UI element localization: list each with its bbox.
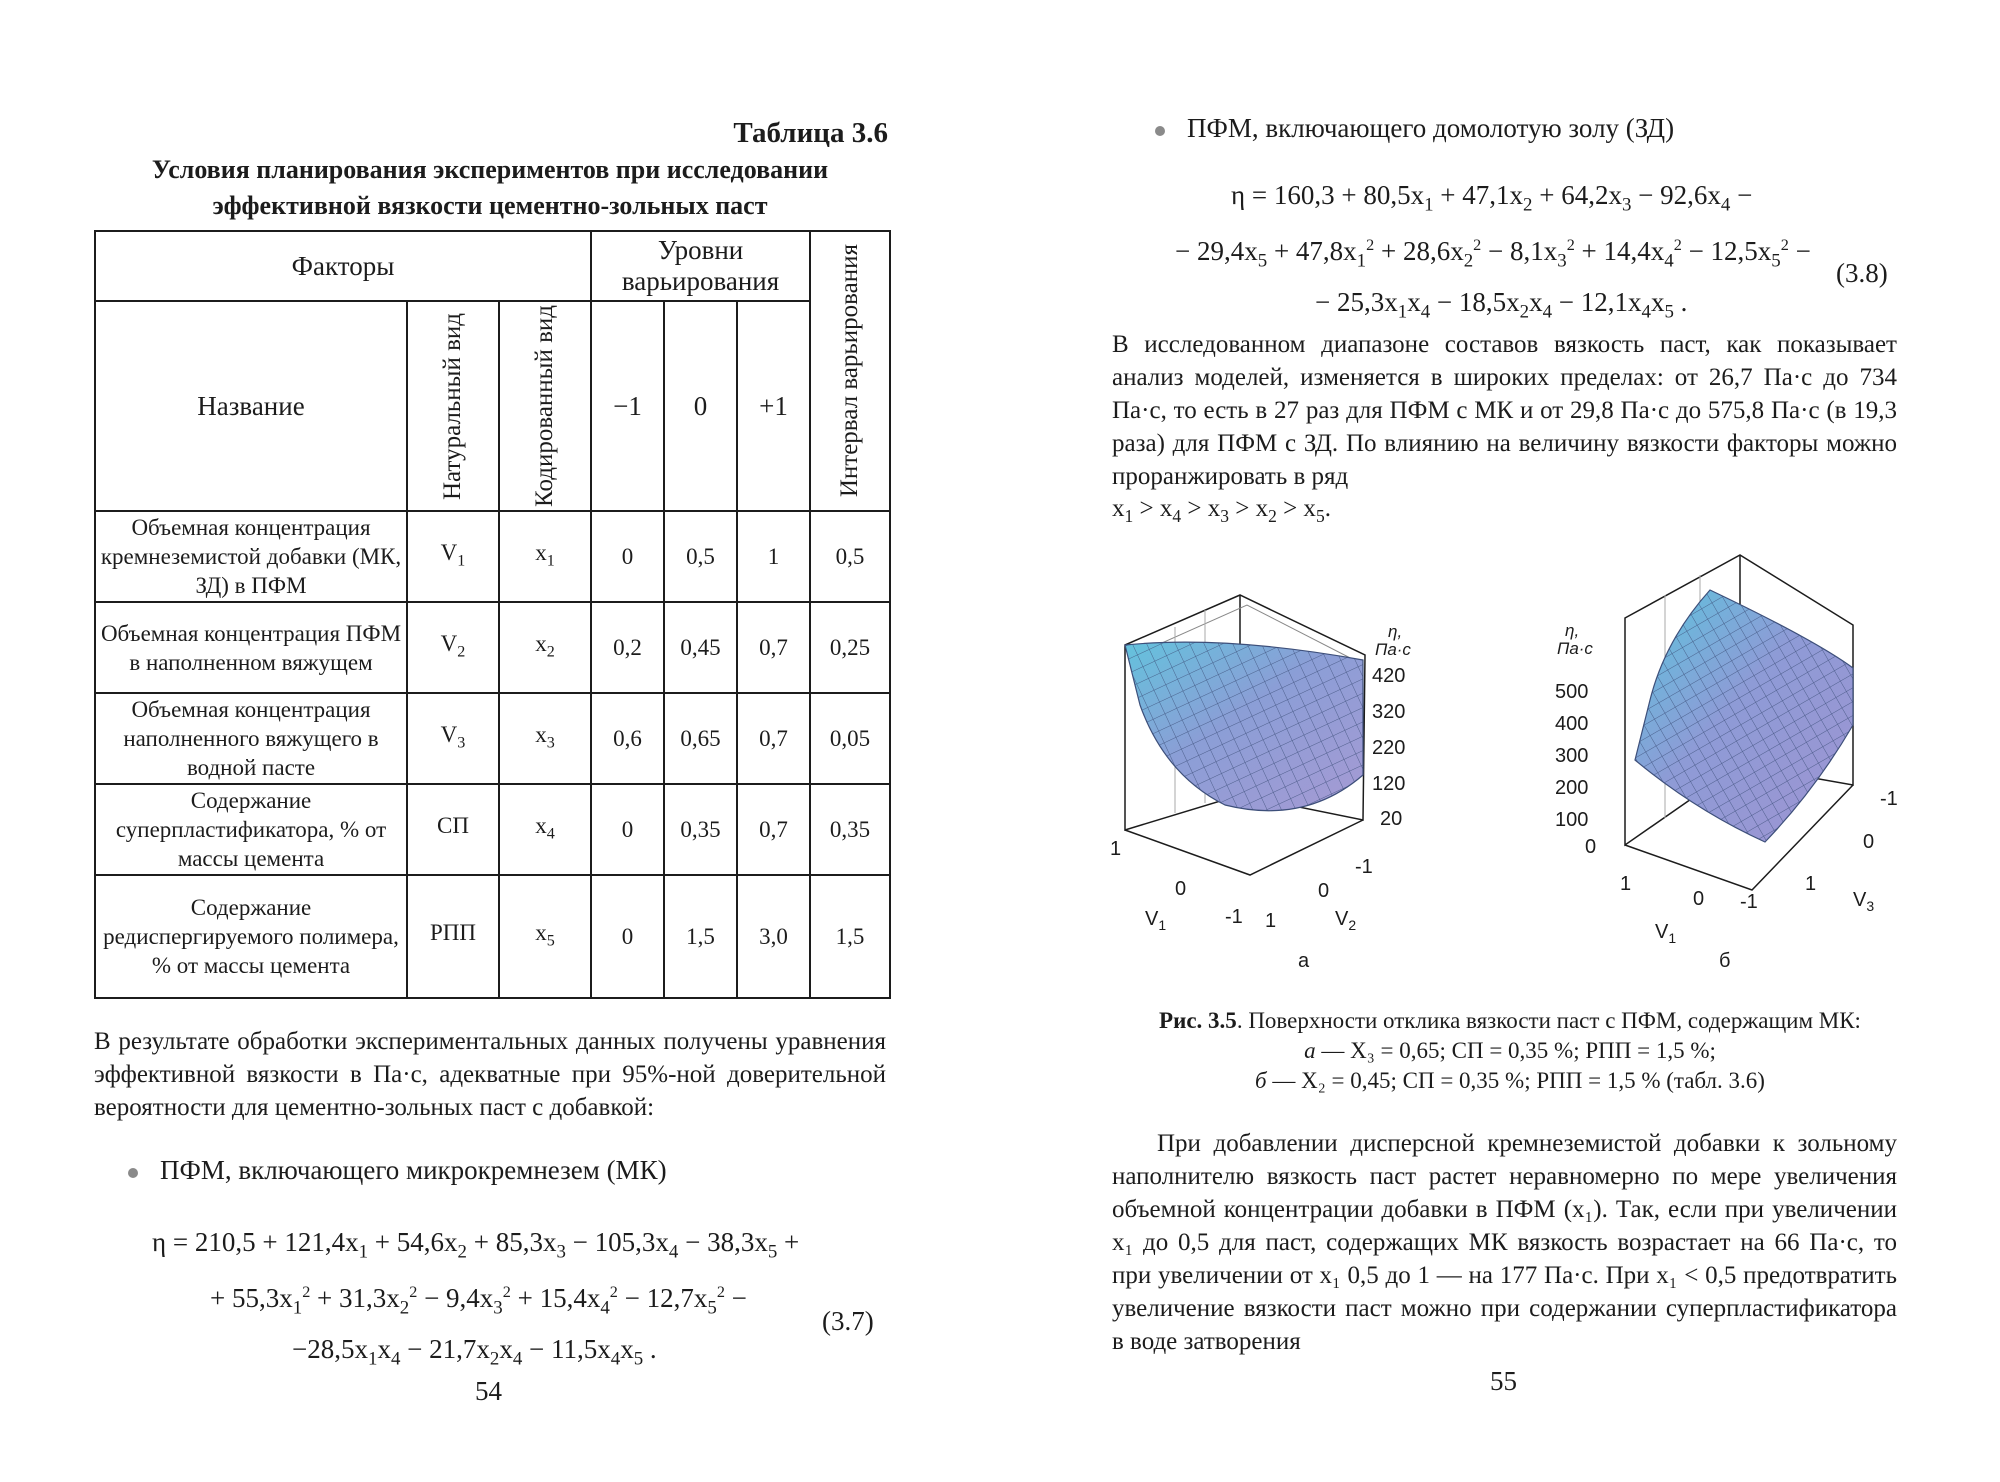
z-tick-b: 200 bbox=[1555, 777, 1589, 799]
caption-letter-b: б bbox=[1255, 1068, 1267, 1093]
x-tick-b: 1 bbox=[1620, 873, 1632, 895]
level-zero-value: 0,45 bbox=[664, 602, 737, 693]
natural-header: Натуральный вид bbox=[439, 312, 466, 500]
table-row bbox=[95, 693, 890, 784]
level-zero-header: 0 bbox=[664, 301, 737, 511]
level-plus1-value: 1 bbox=[737, 511, 810, 602]
y-tick-a: -1 bbox=[1355, 856, 1373, 878]
y-tick-a: 1 bbox=[1265, 910, 1277, 932]
results-paragraph: В результате обработки экспериментальных данных получены уравнения эффективной вязкости в Па·с, адекватные при 95%-ной доверительной вероятности для цементно-зольных паст с добавкой: bbox=[94, 1028, 886, 1121]
factor-name: Содержание суперпластификатора, % от массы цемента bbox=[95, 784, 407, 875]
level-minus1-value: 0,2 bbox=[591, 602, 664, 693]
x-axis-label-b: $V_1$ bbox=[1655, 921, 1677, 946]
bullet-zd bbox=[1155, 113, 1674, 144]
panel-label-a: а bbox=[1298, 950, 1310, 972]
coded-symbol: $x_3$ bbox=[499, 693, 591, 784]
z-tick-b: 0 bbox=[1585, 836, 1597, 858]
y-axis-label-b: $V_3$ bbox=[1853, 889, 1875, 914]
interval-value: 0,35 bbox=[810, 784, 890, 875]
z-tick-a: 220 bbox=[1372, 737, 1406, 759]
level-zero-value: 0,5 bbox=[664, 511, 737, 602]
levels-header: Уровни варьирования bbox=[591, 231, 810, 301]
z-label-b-line2: Па·с bbox=[1557, 639, 1593, 658]
level-minus1-value: 0 bbox=[591, 875, 664, 998]
z-tick-a: 320 bbox=[1372, 701, 1406, 723]
equation-number-3-7: (3.7) bbox=[822, 1306, 874, 1336]
table-title-line1: Условия планирования экспериментов при исследовании bbox=[151, 155, 829, 184]
factor-name: Содержание редиспергируемого полимера, % от массы цемента bbox=[95, 875, 407, 998]
coded-symbol: $x_1$ bbox=[499, 511, 591, 602]
y-tick-a: 0 bbox=[1318, 880, 1330, 902]
x-tick-a: 0 bbox=[1175, 878, 1187, 900]
table-row bbox=[95, 784, 890, 875]
table-row bbox=[95, 875, 890, 998]
figure-caption-line1: . Поверхности отклика вязкости паст с ПФМ, содержащим МК: bbox=[1236, 1008, 1861, 1033]
bullet-dot bbox=[1155, 126, 1165, 136]
response-surface-a bbox=[1105, 555, 1485, 975]
interval-value: 0,5 bbox=[810, 511, 890, 602]
factors-header: Факторы bbox=[95, 231, 591, 301]
z-label-a-line2: Па·с bbox=[1375, 640, 1411, 659]
equation-3-8: $\eta = 160,3 + 80,5x_1 + 47,1x_2 + 64,2x_3 - 92,6x_4$ − − $29,4x_5 + 47,8x_1^2 + 28,6x_2^2 - 8,1x_3^2 + 14,4x_4^2 - 12,5x_5^2$ − − $25,3x_1x_4 - 18,5x_2x_4 - 12,1x_4x_5$ . bbox=[1175, 180, 1811, 323]
natural-header-cell bbox=[407, 301, 499, 511]
factor-name: Объемная концентрация наполненного вяжущего в водной пасте bbox=[95, 693, 407, 784]
z-label-b-line1: η, bbox=[1565, 621, 1580, 640]
coded-symbol: $x_4$ bbox=[499, 784, 591, 875]
interval-header-cell bbox=[810, 231, 890, 511]
x-axis-label-a: $V_1$ bbox=[1145, 908, 1167, 933]
page-number-left: 54 bbox=[475, 1376, 502, 1406]
level-minus1-value: 0 bbox=[591, 511, 664, 602]
x-tick-b: -1 bbox=[1740, 891, 1758, 913]
level-plus1-value: 0,7 bbox=[737, 784, 810, 875]
surface-b bbox=[1635, 590, 1853, 842]
y-tick-b: 1 bbox=[1805, 873, 1817, 895]
natural-symbol: СП bbox=[407, 784, 499, 875]
equation-number-3-8: (3.8) bbox=[1836, 258, 1888, 288]
right-page bbox=[1000, 0, 2000, 1482]
natural-symbol: $V_2$ bbox=[407, 602, 499, 693]
factor-ranking: $x_1 > x_4 > x_3 > x_2 > x_5$. bbox=[1112, 495, 1331, 526]
equation-3-7: $\eta = 210,5 + 121,4x_1 + 54,6x_2 + 85,3x_3 - 105,3x_4 - 38,3x_5$ + + $55,3x_1^2 + 31,3x_2^2 - 9,4x_3^2 + 15,4x_4^2 - 12,7x_5^2$ − $-28,5x_1x_4 - 21,7x_2x_4 - 11,5x_4x_5$ . bbox=[152, 1227, 800, 1370]
caption-letter-a: а bbox=[1304, 1038, 1316, 1063]
name-header: Название bbox=[95, 301, 407, 511]
level-plus1-value: 3,0 bbox=[737, 875, 810, 998]
panel-label-b: б bbox=[1719, 950, 1731, 972]
z-tick-b: 100 bbox=[1555, 809, 1589, 831]
interval-value: 0,05 bbox=[810, 693, 890, 784]
level-zero-value: 1,5 bbox=[664, 875, 737, 998]
surface-a bbox=[1125, 642, 1363, 811]
z-tick-a: 20 bbox=[1380, 808, 1403, 830]
figure-caption-prefix: Рис. 3.5 bbox=[1159, 1008, 1237, 1033]
natural-symbol: $V_1$ bbox=[407, 511, 499, 602]
bullet-zd-text: ПФМ, включающего домолотую золу (ЗД) bbox=[1187, 113, 1675, 143]
coded-header: Кодированный вид bbox=[531, 305, 558, 507]
level-minus1-value: 0,6 bbox=[591, 693, 664, 784]
viscosity-range-paragraph bbox=[1112, 328, 1897, 533]
level-zero-value: 0,35 bbox=[664, 784, 737, 875]
bullet-dot bbox=[128, 1168, 138, 1178]
natural-symbol: РПП bbox=[407, 875, 499, 998]
factor-name: Объемная концентрация кремнеземистой добавки (МК, ЗД) в ПФМ bbox=[95, 511, 407, 602]
x-tick-a: -1 bbox=[1225, 906, 1243, 928]
interval-value: 0,25 bbox=[810, 602, 890, 693]
coded-header-cell bbox=[499, 301, 591, 511]
level-minus1-value: 0 bbox=[591, 784, 664, 875]
x-tick-b: 0 bbox=[1693, 888, 1705, 910]
factor-name: Объемная концентрация ПФМ в наполненном вяжущем bbox=[95, 602, 407, 693]
level-plus1-value: 0,7 bbox=[737, 602, 810, 693]
bullet-mk-text: ПФМ, включающего микрокремнезем (МК) bbox=[160, 1155, 667, 1185]
table-row bbox=[95, 511, 890, 602]
z-tick-b: 400 bbox=[1555, 713, 1589, 735]
interval-header: Интервал варьирования bbox=[836, 244, 864, 498]
interval-value: 1,5 bbox=[810, 875, 890, 998]
table-row bbox=[95, 602, 890, 693]
y-tick-b: -1 bbox=[1880, 788, 1898, 810]
z-tick-b: 500 bbox=[1555, 681, 1589, 703]
level-plus1-value: 0,7 bbox=[737, 693, 810, 784]
additive-paragraph: При добавлении дисперсной кремнеземистой добавки к зольному наполнителю вязкость паст растет неравномерно по мере увеличения объемной концентрации добавки в ПФМ (x₁). Так, если при увеличении x₁ до 0,5 для паст, содержащих МК вязкость возрастает на 66 Па·с, то при увеличении от x₁ 0,5 до 1 — на 177 Па·с. При x₁ < 0,5 предотвратить увеличение вязкости паст можно при содержании суперпластификатора в воде затворения bbox=[1112, 1130, 1897, 1355]
table-title bbox=[95, 152, 885, 224]
level-zero-value: 0,65 bbox=[664, 693, 737, 784]
experiment-design-table bbox=[94, 230, 891, 999]
level-minus1-header: −1 bbox=[591, 301, 664, 511]
x-tick-a: 1 bbox=[1110, 838, 1122, 860]
table-number: Таблица 3.6 bbox=[733, 117, 888, 149]
z-tick-a: 120 bbox=[1372, 773, 1406, 795]
figure-caption-line2: — X₃ = 0,65; СП = 0,35 %; РПП = 1,5 %; bbox=[1315, 1038, 1716, 1063]
figure-caption-line3: — X₂ = 0,45; СП = 0,35 %; РПП = 1,5 % (табл. 3.6) bbox=[1266, 1068, 1765, 1093]
bullet-mk bbox=[128, 1155, 667, 1186]
y-tick-b: 0 bbox=[1863, 831, 1875, 853]
z-tick-b: 300 bbox=[1555, 745, 1589, 767]
coded-symbol: $x_2$ bbox=[499, 602, 591, 693]
table-title-line2: эффективной вязкости цементно-зольных паст bbox=[212, 191, 768, 220]
y-axis-label-a: $V_2$ bbox=[1335, 908, 1357, 933]
natural-symbol: $V_3$ bbox=[407, 693, 499, 784]
response-surface-b bbox=[1515, 550, 1935, 980]
viscosity-range-text: В исследованном диапазоне составов вязкость паст, как показывает анализ моделей, изменяется в широких пределах: от 26,7 Па·с до 734 Па·с, то есть в 27 раз для ПФМ с МК и от 29,8 Па·с до 575,8 Па·с (в 19,3 раза) для ПФМ с ЗД. По влиянию на величину вязкости факторы можно проранжировать в ряд bbox=[1112, 331, 1897, 490]
level-plus1-header: +1 bbox=[737, 301, 810, 511]
page-number-right: 55 bbox=[1490, 1366, 1517, 1396]
coded-symbol: $x_5$ bbox=[499, 875, 591, 998]
z-label-a-line1: η, bbox=[1388, 622, 1403, 641]
z-tick-a: 420 bbox=[1372, 665, 1406, 687]
figure-caption bbox=[1085, 1006, 1935, 1096]
